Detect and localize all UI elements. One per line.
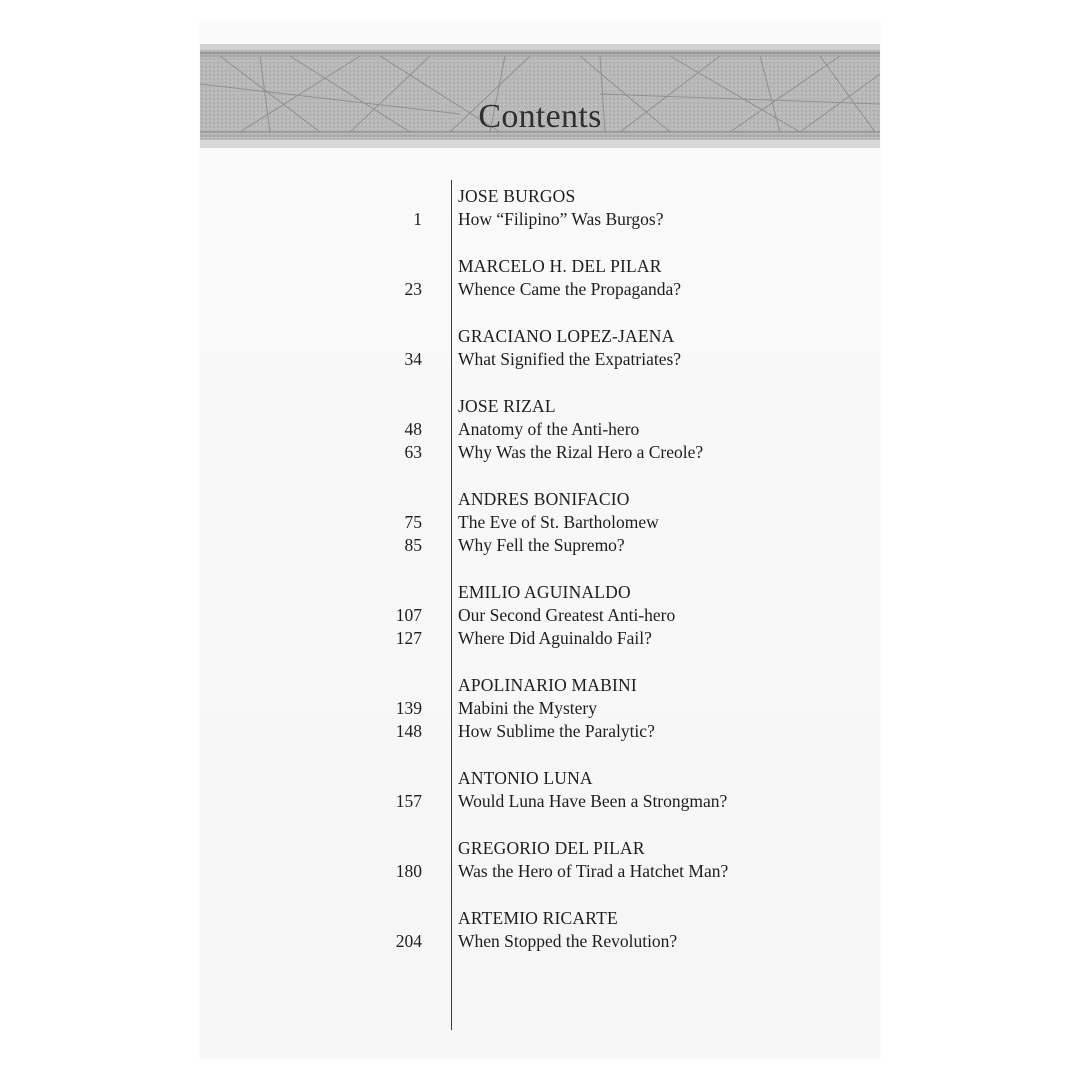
toc-entry-title[interactable]: The Eve of St. Bartholomew	[458, 512, 659, 532]
toc-entry-title[interactable]: Where Did Aguinaldo Fail?	[458, 628, 652, 648]
toc-heading-row	[380, 396, 800, 419]
toc-section-gregorio-del-pilar	[380, 838, 800, 884]
toc-entry	[380, 349, 800, 372]
toc-entry-title[interactable]: Why Fell the Supremo?	[458, 535, 625, 555]
toc-heading-row	[380, 838, 800, 861]
toc-heading[interactable]: JOSE BURGOS	[458, 186, 576, 206]
toc-entry-title[interactable]: Why Was the Rizal Hero a Creole?	[458, 442, 704, 462]
toc-heading-row	[380, 675, 800, 698]
toc-heading[interactable]: MARCELO H. DEL PILAR	[458, 256, 662, 276]
toc-section-bonifacio	[380, 489, 800, 558]
toc-page-number: 63	[404, 442, 422, 462]
toc-page-number: 107	[395, 605, 422, 625]
toc-heading-row	[380, 256, 800, 279]
toc-entry	[380, 605, 800, 628]
toc-entry	[380, 442, 800, 465]
toc-page-number: 148	[395, 721, 422, 741]
toc-section-lopez-jaena	[380, 326, 800, 372]
toc-entry-title[interactable]: How Sublime the Paralytic?	[458, 721, 655, 741]
toc-heading-row	[380, 582, 800, 605]
toc-heading[interactable]: JOSE RIZAL	[458, 396, 556, 416]
toc-section-del-pilar	[380, 256, 800, 302]
toc-page-number: 85	[404, 535, 422, 555]
toc-page-number: 139	[395, 698, 422, 718]
toc-heading[interactable]: EMILIO AGUINALDO	[458, 582, 631, 602]
toc-entry	[380, 209, 800, 232]
toc-entry-title[interactable]: Was the Hero of Tirad a Hatchet Man?	[458, 861, 729, 881]
toc-entry-title[interactable]: Our Second Greatest Anti-hero	[458, 605, 676, 625]
toc-page-number: 204	[395, 931, 422, 951]
table-of-contents	[380, 186, 800, 978]
toc-page-number: 34	[404, 349, 422, 369]
toc-heading[interactable]: ANDRES BONIFACIO	[458, 489, 630, 509]
contents-banner	[200, 44, 880, 148]
toc-heading[interactable]: APOLINARIO MABINI	[458, 675, 637, 695]
toc-entry	[380, 279, 800, 302]
toc-section-burgos	[380, 186, 800, 232]
toc-entry	[380, 628, 800, 651]
page-title: Contents	[478, 98, 602, 135]
toc-section-luna	[380, 768, 800, 814]
toc-section-rizal	[380, 396, 800, 465]
toc-entry-title[interactable]: How “Filipino” Was Burgos?	[458, 209, 664, 229]
toc-entry	[380, 535, 800, 558]
toc-entry	[380, 419, 800, 442]
toc-entry-title[interactable]: What Signified the Expatriates?	[458, 349, 682, 369]
toc-entry-title[interactable]: Whence Came the Propaganda?	[458, 279, 682, 299]
toc-heading-row	[380, 186, 800, 209]
toc-heading[interactable]: ANTONIO LUNA	[458, 768, 593, 788]
toc-entry-title[interactable]: Anatomy of the Anti-hero	[458, 419, 640, 439]
toc-section-aguinaldo	[380, 582, 800, 651]
toc-entry	[380, 791, 800, 814]
toc-entry	[380, 931, 800, 954]
toc-entry-title[interactable]: Would Luna Have Been a Strongman?	[458, 791, 728, 811]
toc-page-number: 127	[395, 628, 422, 648]
toc-page-number: 1	[413, 209, 422, 229]
toc-page-number: 75	[404, 512, 422, 532]
toc-heading-row	[380, 489, 800, 512]
toc-page-number: 157	[395, 791, 422, 811]
toc-page-number: 48	[404, 419, 422, 439]
toc-page-number: 180	[395, 861, 422, 881]
toc-entry	[380, 698, 800, 721]
toc-entry-title[interactable]: When Stopped the Revolution?	[458, 931, 678, 951]
toc-heading[interactable]: ARTEMIO RICARTE	[458, 908, 618, 928]
toc-entry-title[interactable]: Mabini the Mystery	[458, 698, 598, 718]
toc-heading[interactable]: GRACIANO LOPEZ-JAENA	[458, 326, 675, 346]
toc-entry	[380, 721, 800, 744]
toc-heading-row	[380, 908, 800, 931]
toc-heading[interactable]: GREGORIO DEL PILAR	[458, 838, 645, 858]
toc-heading-row	[380, 768, 800, 791]
toc-section-mabini	[380, 675, 800, 744]
toc-section-ricarte	[380, 908, 800, 954]
toc-page-number: 23	[404, 279, 422, 299]
toc-entry	[380, 861, 800, 884]
toc-heading-row	[380, 326, 800, 349]
toc-entry	[380, 512, 800, 535]
